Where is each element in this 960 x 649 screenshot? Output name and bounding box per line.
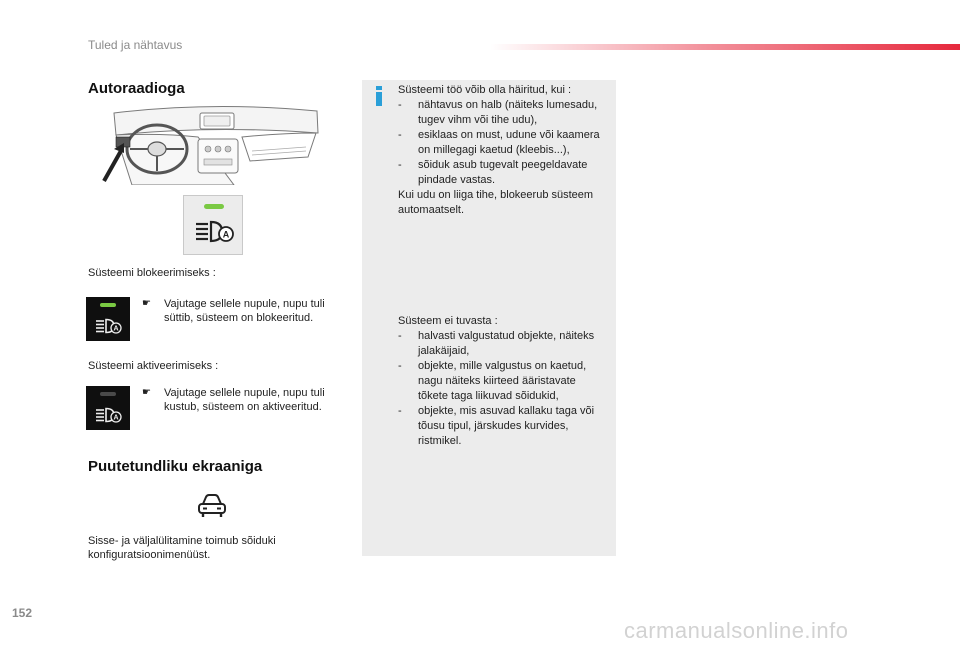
auto-beam-icon [86, 297, 130, 341]
activate-step [142, 386, 348, 416]
svg-text:A: A [113, 414, 119, 422]
auto-beam-icon [86, 386, 130, 430]
section-title-touchscreen: Puutetundliku ekraaniga [88, 458, 263, 475]
detect-intro: Süsteem ei tuvasta : [398, 315, 498, 327]
chapter-title: Tuled ja nähtavus [88, 38, 183, 52]
block-step-text: Vajutage sellele nupule, nupu tuli süttib, süsteem on blokeeritud. [164, 298, 325, 324]
list-item: - objekte, mille valgustus on kaetud, nagu näiteks kiirteed ääristavate tõkete taga liikuvad sõidukid, [398, 360, 587, 402]
fog-note: Kui udu on liiga tihe, blokeerub süsteem automaatselt. [398, 189, 594, 216]
auto-beam-icon [184, 196, 244, 256]
pointing-hand-icon: ☛ [142, 298, 151, 309]
list-item: - objekte, mis asuvad kallaku taga või tõusu tipul, järskudes kurvides, ristmikel. [398, 405, 595, 447]
list-item: - esiklaas on must, udune või kaamera on millegagi kaetud (kleebis...), [398, 129, 600, 156]
visibility-button-off [86, 386, 130, 430]
touchscreen-text: Sisse- ja väljalülitamine toimub sõiduki konfiguratsioonimenüüst. [88, 535, 276, 561]
header-rule [490, 44, 960, 50]
activate-step-text: Vajutage sellele nupule, nupu tuli kustub, süsteem on aktiveeritud. [164, 387, 325, 413]
watermark: carmanualsonline.info [624, 618, 849, 643]
list-item: - nähtavus on halb (näiteks lumesadu, tugev vihm või tihe udu), [398, 99, 598, 126]
list-item: - halvasti valgustatud objekte, näiteks jalakäijaid, [398, 330, 595, 357]
block-step [142, 297, 348, 327]
block-label: Süsteemi blokeerimiseks : [88, 267, 216, 279]
info-intro: Süsteemi töö võib olla häiritud, kui : [398, 84, 572, 96]
svg-text:A: A [113, 325, 119, 333]
section-title-radio: Autoraadioga [88, 80, 185, 97]
car-icon [196, 493, 228, 519]
dashboard-illustration [102, 103, 322, 185]
visibility-assist-button-illustration [183, 195, 243, 255]
pointing-hand-icon: ☛ [142, 387, 151, 398]
visibility-button-on [86, 297, 130, 341]
svg-text:A: A [222, 229, 230, 240]
list-item: - sõiduk asub tugevalt peegeldavate pindade vastas. [398, 159, 588, 186]
info-detection [398, 314, 612, 449]
info-icon [374, 86, 384, 106]
page-number: 152 [12, 606, 33, 620]
info-disturbance [398, 83, 612, 218]
activate-label: Süsteemi aktiveerimiseks : [88, 360, 219, 372]
